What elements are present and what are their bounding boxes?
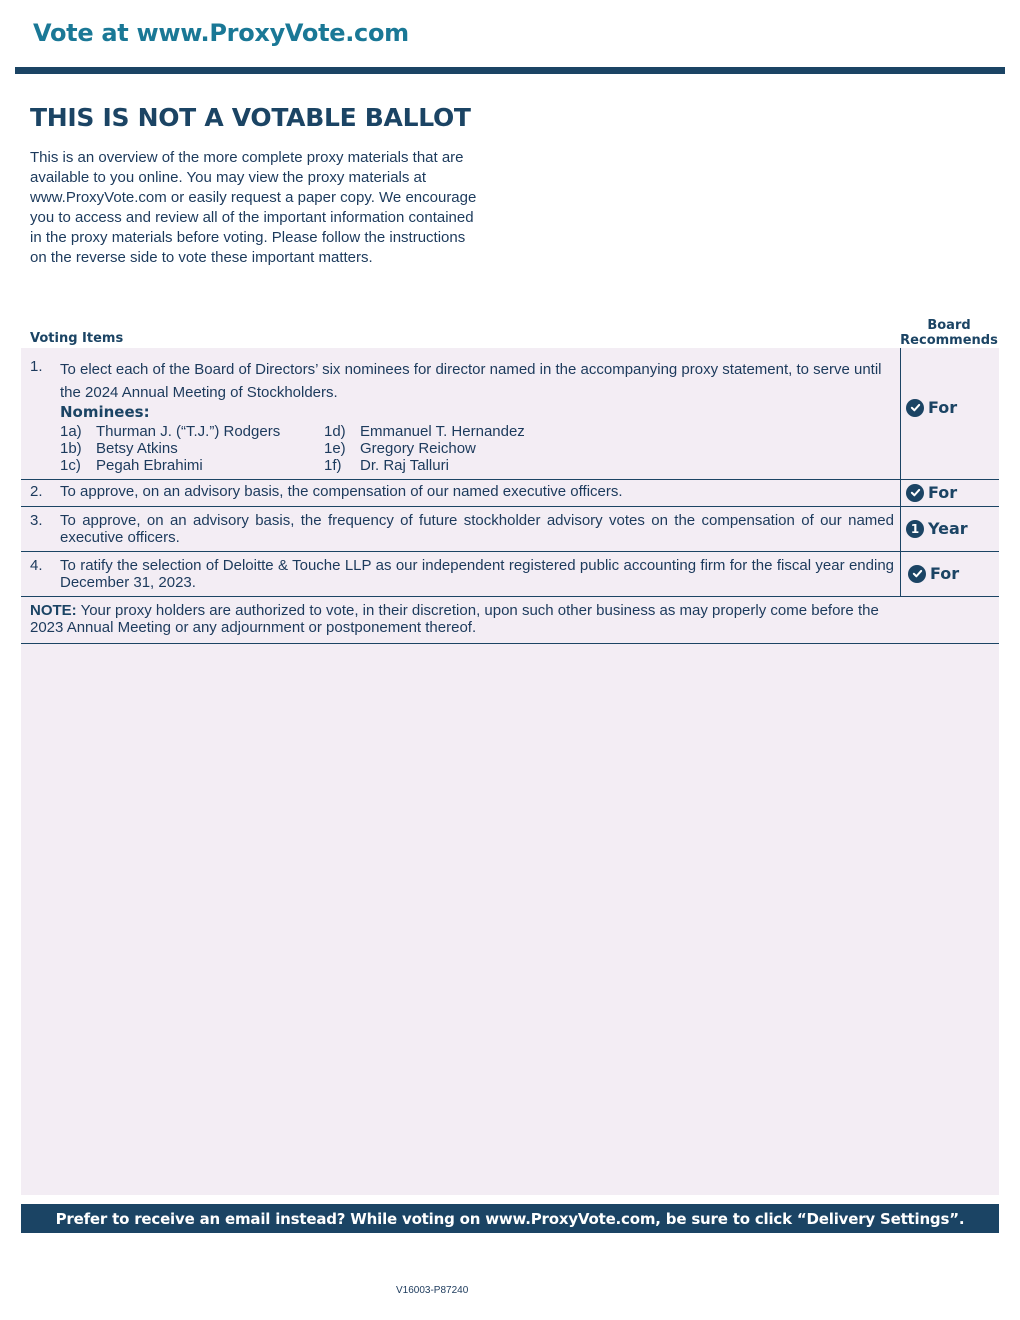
note-label: NOTE:	[30, 602, 77, 619]
item-text: To elect each of the Board of Directors’ six nominees for director named in the accompanying proxy statement, to serve until the 2024 Annual Meeting of Stockholders.	[60, 361, 882, 401]
header-title: Vote at www.ProxyVote.com	[33, 19, 409, 47]
check-circle-icon	[906, 484, 924, 502]
nominee-1b	[60, 440, 178, 457]
document-code: V16003-P87240	[396, 1285, 469, 1296]
item-text: To approve, on an advisory basis, the compensation of our named executive officers.	[60, 483, 623, 500]
nominee-name: Gregory Reichow	[360, 440, 476, 457]
nominee-name: Emmanuel T. Hernandez	[360, 423, 525, 440]
nominee-1e	[324, 440, 476, 457]
voting-items-header: Voting Items	[30, 331, 124, 346]
nominee-code: 1b)	[60, 440, 82, 457]
nominee-name: Thurman J. (“T.J.”) Rodgers	[96, 423, 281, 440]
nominee-code: 1f)	[324, 457, 342, 474]
nominee-code: 1c)	[60, 457, 81, 474]
board-recommendation-cell	[900, 507, 999, 551]
intro-paragraph: This is an overview of the more complete proxy materials that are available to you online. You may view the proxy materials at www.ProxyVote.com or easily request a paper copy. We encourage you to access and review all of the important information contained in the proxy materials before voting. Please follow the instructions on the reverse side to vote these important matters.	[30, 149, 477, 266]
nominee-1d	[324, 423, 525, 440]
item-number: 3.	[30, 512, 43, 529]
board-recommends-header-line1: Board	[927, 318, 971, 333]
nominee-code: 1e)	[324, 440, 346, 457]
nominee-code: 1a)	[60, 423, 82, 440]
recommendation-label: For	[928, 483, 958, 502]
header-divider	[15, 67, 1005, 74]
page-title: THIS IS NOT A VOTABLE BALLOT	[30, 103, 471, 132]
board-recommends-header-line2: Recommends	[900, 333, 998, 348]
voting-item-1	[21, 348, 999, 480]
board-recommendation-cell	[900, 552, 999, 596]
nominee-1a	[60, 423, 280, 440]
board-recommendation	[906, 519, 968, 538]
item-number: 4.	[30, 557, 43, 574]
delivery-settings-banner: Prefer to receive an email instead? While voting on www.ProxyVote.com, be sure to click “Delivery Settings”.	[21, 1204, 999, 1233]
recommendation-label: For	[930, 564, 960, 583]
nominee-1f	[324, 457, 449, 474]
item-number: 2.	[30, 483, 43, 500]
voting-item-3	[21, 507, 999, 552]
board-recommendation-cell	[900, 348, 999, 479]
number-one-circle-icon: 1	[906, 520, 924, 538]
item-text: To approve, on an advisory basis, the frequency of future stockholder advisory votes on the compensation of our named executive officers.	[60, 512, 894, 546]
nominee-name: Dr. Raj Talluri	[360, 457, 449, 474]
recommendation-label: For	[928, 398, 958, 417]
nominee-1c	[60, 457, 203, 474]
nominee-name: Pegah Ebrahimi	[96, 457, 203, 474]
check-circle-icon	[908, 565, 926, 583]
nominees-label: Nominees:	[60, 403, 150, 421]
nominee-name: Betsy Atkins	[96, 440, 178, 457]
voting-item-4	[21, 552, 999, 597]
note-text	[30, 602, 900, 636]
note-body: Your proxy holders are authorized to vote, in their discretion, upon such other business as may properly come before the 2023 Annual Meeting or any adjournment or postponement thereof.	[30, 602, 879, 636]
board-recommendation	[906, 483, 957, 502]
board-recommendation-cell	[900, 480, 999, 506]
item-text: To ratify the selection of Deloitte & Touche LLP as our independent registered public accounting firm for the fiscal year ending December 31, 2023.	[60, 557, 894, 591]
note-row	[21, 597, 999, 644]
item-number: 1.	[30, 358, 43, 375]
board-recommends-header	[898, 318, 1000, 348]
recommendation-label: Year	[928, 519, 968, 538]
voting-item-2	[21, 480, 999, 507]
nominee-code: 1d)	[324, 423, 346, 440]
board-recommendation	[908, 564, 959, 583]
board-recommendation	[906, 398, 957, 417]
check-circle-icon	[906, 399, 924, 417]
